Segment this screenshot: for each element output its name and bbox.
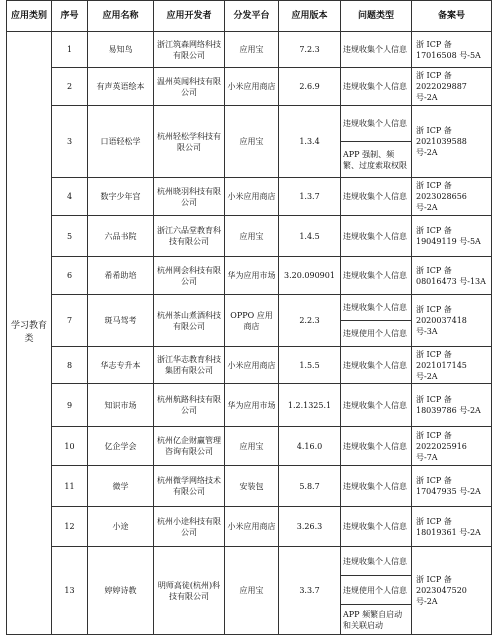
- app-developer: 杭州亿企财赢管理咨询有限公司: [154, 427, 225, 466]
- row-number: 11: [52, 466, 88, 507]
- row-number: 10: [52, 427, 88, 466]
- distribution-platform: 华为应用市场: [225, 384, 279, 427]
- app-developer: 杭州航路科技有限公司: [154, 384, 225, 427]
- app-name: 六品书院: [88, 216, 154, 257]
- record-number: 浙 ICP 备2022025916 号-7A: [412, 427, 492, 466]
- row-number: 13: [52, 547, 88, 635]
- row-number: 9: [52, 384, 88, 427]
- app-name: 婷婷诗教: [88, 547, 154, 635]
- table-row: [7, 178, 492, 216]
- record-number: 浙 ICP 备2021017145 号-2A: [412, 347, 492, 384]
- row-number: 2: [52, 68, 88, 106]
- problem-type: 违规使用个人信息: [341, 576, 412, 605]
- app-developer: 浙江六品堂教育科技有限公司: [154, 216, 225, 257]
- app-name: 微学: [88, 466, 154, 507]
- app-developer: 杭州茶山煮酒科技有限公司: [154, 295, 225, 347]
- distribution-platform: 安装包: [225, 466, 279, 507]
- record-number: 浙 ICP 备2023047520 号-2A: [412, 547, 492, 635]
- app-name: 易知鸟: [88, 32, 154, 68]
- problem-type: 违规收集个人信息: [341, 106, 412, 142]
- distribution-platform: 小米应用商店: [225, 347, 279, 384]
- distribution-platform: 应用宝: [225, 106, 279, 178]
- distribution-platform: 小米应用商店: [225, 68, 279, 106]
- app-version: 3.26.3: [279, 507, 341, 547]
- app-version: 2.2.3: [279, 295, 341, 347]
- app-developer: 杭州微学网络技术有限公司: [154, 466, 225, 507]
- header-platform: 分发平台: [225, 1, 279, 32]
- header-record-no: 备案号: [412, 1, 492, 32]
- table-row: [7, 384, 492, 427]
- problem-type: 违规收集个人信息: [341, 466, 412, 507]
- app-developer: 明师高徒(杭州)科技有限公司: [154, 547, 225, 635]
- app-version: 2.6.9: [279, 68, 341, 106]
- table-row: [7, 347, 492, 384]
- app-version: 7.2.3: [279, 32, 341, 68]
- app-name: 有声英语绘本: [88, 68, 154, 106]
- app-name: 知识市场: [88, 384, 154, 427]
- header-problem-type: 问题类型: [341, 1, 412, 32]
- row-number: 1: [52, 32, 88, 68]
- table-row: [7, 547, 492, 576]
- app-version: 1.3.7: [279, 178, 341, 216]
- app-name: 小途: [88, 507, 154, 547]
- record-number: 浙 ICP 备18019361 号-2A: [412, 507, 492, 547]
- record-number: 浙 ICP 备2022029887 号-2A: [412, 68, 492, 106]
- table-row: [7, 257, 492, 295]
- app-developer: 温州英闻科技有限公司: [154, 68, 225, 106]
- row-number: 6: [52, 257, 88, 295]
- row-number: 3: [52, 106, 88, 178]
- app-version: 1.2.1325.1: [279, 384, 341, 427]
- record-number: 浙 ICP 备17016508 号-5A: [412, 32, 492, 68]
- problem-type: 违规收集个人信息: [341, 216, 412, 257]
- distribution-platform: 应用宝: [225, 547, 279, 635]
- problem-type: 违规收集个人信息: [341, 427, 412, 466]
- distribution-platform: 应用宝: [225, 427, 279, 466]
- problem-type: 违规使用个人信息: [341, 321, 412, 347]
- record-number: 浙 ICP 备19049119 号-5A: [412, 216, 492, 257]
- app-version: 1.5.5: [279, 347, 341, 384]
- problem-type: 违规收集个人信息: [341, 384, 412, 427]
- problem-type: 违规收集个人信息: [341, 32, 412, 68]
- problem-type: 违规收集个人信息: [341, 547, 412, 576]
- row-number: 7: [52, 295, 88, 347]
- problem-type: 违规收集个人信息: [341, 257, 412, 295]
- app-version: 1.3.4: [279, 106, 341, 178]
- table-row: [7, 466, 492, 507]
- table-body: [7, 32, 492, 635]
- distribution-platform: 华为应用市场: [225, 257, 279, 295]
- row-number: 4: [52, 178, 88, 216]
- app-developer: 浙江华志教育科技集团有限公司: [154, 347, 225, 384]
- app-name: 口语轻松学: [88, 106, 154, 178]
- table-row: [7, 216, 492, 257]
- app-developer: 杭州小途科技有限公司: [154, 507, 225, 547]
- record-number: 浙 ICP 备2020037418 号-3A: [412, 295, 492, 347]
- app-version: 1.4.5: [279, 216, 341, 257]
- header-app-name: 应用名称: [88, 1, 154, 32]
- app-name: 数字少年宫: [88, 178, 154, 216]
- table-row: [7, 68, 492, 106]
- row-number: 12: [52, 507, 88, 547]
- app-issues-table: [6, 0, 492, 635]
- distribution-platform: 小米应用商店: [225, 507, 279, 547]
- app-version: 5.8.7: [279, 466, 341, 507]
- record-number: 浙 ICP 备08016473 号-13A: [412, 257, 492, 295]
- app-developer: 浙江筑森网络科技有限公司: [154, 32, 225, 68]
- record-number: 浙 ICP 备2021039588 号-2A: [412, 106, 492, 178]
- app-name: 斑马驾考: [88, 295, 154, 347]
- header-developer: 应用开发者: [154, 1, 225, 32]
- app-version: 3.3.7: [279, 547, 341, 635]
- record-number: 浙 ICP 备2023028656 号-2A: [412, 178, 492, 216]
- distribution-platform: OPPO 应用商店: [225, 295, 279, 347]
- problem-type: 违规收集个人信息: [341, 295, 412, 321]
- table-header-row: [7, 1, 492, 32]
- category-cell: 学习教育类: [7, 32, 52, 635]
- problem-type: APP 频繁自启动和关联启动: [341, 605, 412, 635]
- distribution-platform: 应用宝: [225, 32, 279, 68]
- table-row: [7, 507, 492, 547]
- problem-type: 违规收集个人信息: [341, 68, 412, 106]
- header-version: 应用版本: [279, 1, 341, 32]
- problem-type: 违规收集个人信息: [341, 178, 412, 216]
- record-number: 浙 ICP 备18039786 号-2A: [412, 384, 492, 427]
- problem-type: 违规收集个人信息: [341, 507, 412, 547]
- document-page: [6, 0, 491, 635]
- record-number: 浙 ICP 备17047935 号-2A: [412, 466, 492, 507]
- table-row: [7, 427, 492, 466]
- row-number: 5: [52, 216, 88, 257]
- app-version: 4.16.0: [279, 427, 341, 466]
- app-name: 华志专升本: [88, 347, 154, 384]
- problem-type: 违规收集个人信息: [341, 347, 412, 384]
- row-number: 8: [52, 347, 88, 384]
- app-developer: 杭州网会科技有限公司: [154, 257, 225, 295]
- table-row: [7, 32, 492, 68]
- app-name: 亿企学会: [88, 427, 154, 466]
- header-category: 应用类别: [7, 1, 52, 32]
- app-name: 希希助培: [88, 257, 154, 295]
- table-row: [7, 295, 492, 321]
- problem-type: APP 强制、频繁、过度索取权限: [341, 142, 412, 178]
- distribution-platform: 小米应用商店: [225, 178, 279, 216]
- distribution-platform: 应用宝: [225, 216, 279, 257]
- table-row: [7, 106, 492, 142]
- app-developer: 杭州晓羽科技有限公司: [154, 178, 225, 216]
- app-developer: 杭州轻松学科技有限公司: [154, 106, 225, 178]
- header-no: 序号: [52, 1, 88, 32]
- app-version: 3.20.090901: [279, 257, 341, 295]
